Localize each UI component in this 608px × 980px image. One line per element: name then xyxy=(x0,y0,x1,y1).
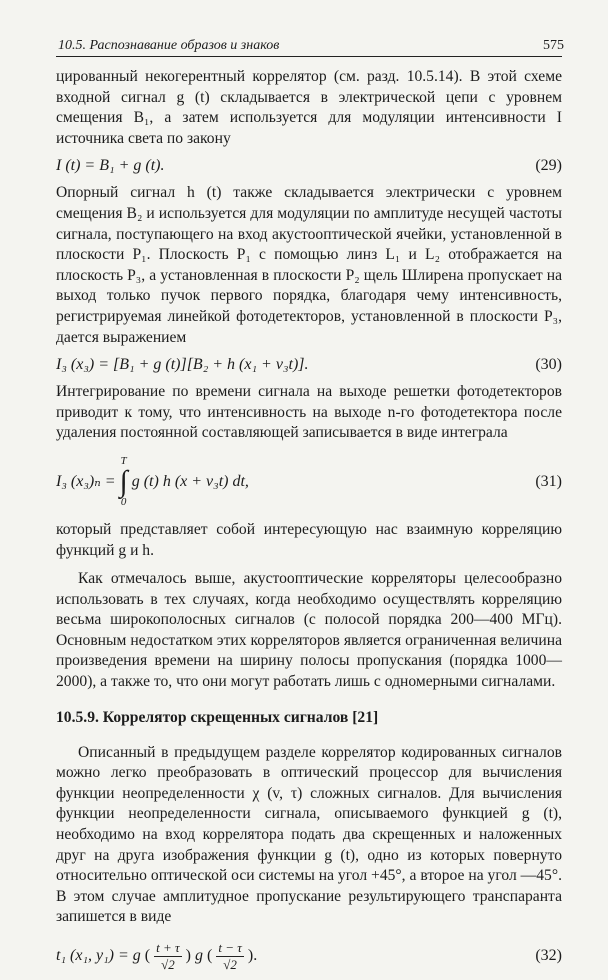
equation-31-lhs: I₃ (x₃)ₙ = xyxy=(56,472,116,490)
equation-32: t₁ (x₁, y₁) = g ( $\frac{t + \tau}{√2}$ ) g ( $\frac{t - \tau}{√2}$ ). (32) xyxy=(56,932,562,980)
page-number: 575 xyxy=(543,38,564,53)
fraction-1-numerator: t + τ xyxy=(156,939,180,955)
section-number: 10.5.9. xyxy=(56,708,99,726)
equation-31-number: (31) xyxy=(535,472,562,490)
fraction-2-numerator: t − τ xyxy=(218,939,242,955)
paragraph: цированный некогерентный коррелятор (см. разд. 10.5.14). В этой схеме входной сигнал g (t) складывается в электрической цепи с уровнем смещения B₁, а затем используется для модуляции интенсивности I источника света по закону xyxy=(56,68,562,147)
paragraph: Описанный в предыдущем разделе коррелятор кодированных сигналов можно легко преобразовать в оптический процессор для вычисления функции неопределенности χ (v, τ) сложных сигналов. Для вычисления функции неопределенности сигнала, описываемого функцией g (t), необходимо на вход коррелятора подать два скрещенных и наложенных друг на друга изображения функции g (t), одно из которых повернуто относительно оптической оси системы на угол +45°, а второе на угол —45°. В этом случае амплитудное пропускание результирующего транспаранта запишется в виде xyxy=(56,743,562,926)
equation-29 xyxy=(56,153,562,179)
equation-29-number: (29) xyxy=(535,157,562,175)
integral-symbol-icon: ∫ xyxy=(119,465,128,499)
integral-upper-limit: T xyxy=(120,455,127,468)
equation-32-lhs: t₁ (x₁, y₁) = g xyxy=(56,947,141,964)
paragraph: который представляет собой интересующую нас взаимную корреляцию функций g и h. xyxy=(56,520,562,559)
running-header xyxy=(56,34,562,57)
section-heading xyxy=(56,709,562,727)
equation-31-integrand: g (t) h (x + v₃t) dt, xyxy=(131,472,249,490)
integral-sign xyxy=(120,456,128,508)
header-section-title: 10.5. Распознавание образов и знаков xyxy=(58,38,280,53)
paragraph: Опорный сигнал h (t) также складывается электрически с уровнем смещения B₂ и используется для модуляции по амплитуде несущей частоты сигнала, поступающего на вход акустооптической ячейки, установленной в плоскости P₁. Плоскость P₁ с помощью линз L₁ и L₂ отображается на плоскость P₃, а установленная в плоскости P₂ щель Шлирена пропускает на выход только пучок первого порядка, благодаря чему интенсивность, регистрируемая линейкой фотодетекторов, установленной в плоскости P₃, дается выражением xyxy=(56,184,562,346)
paragraph: Интегрирование по времени сигнала на выходе решетки фотодетекторов приводит к тому, что интенсивность на выходе n-го фотодетектора после удаления постоянной составляющей записывается в виде интеграла xyxy=(56,383,562,442)
paragraph: Как отмечалось выше, акустооптические корреляторы целесообразно использовать в тех случаях, когда необходимо осуществлять корреляцию весьма широкополосных сигналов (с полосой порядка 200—400 МГц). Основным недостатком этих корреляторов является ограниченная величина произведения времени на ширину полосы пропускания (порядка 1000—2000), а также то, что они могут работать лишь с одномерными сигналами. xyxy=(56,570,562,691)
fraction-2-denominator: √2 xyxy=(223,956,237,972)
integral-lower-limit: 0 xyxy=(120,496,127,509)
equation-32-mid: g xyxy=(195,947,203,964)
equation-32-number: (32) xyxy=(535,947,562,964)
fraction-1-denominator: √2 xyxy=(161,956,175,972)
equation-30-body: I₃ (x₃) = [B₁ + g (t)][B₂ + h (x₁ + v₃t)]. xyxy=(56,356,309,374)
equation-30 xyxy=(56,352,562,378)
equation-31 xyxy=(56,444,562,520)
equation-29-body: I (t) = B₁ + g (t). xyxy=(56,157,165,175)
page xyxy=(56,34,562,980)
section-title: Коррелятор скрещенных сигналов [21] xyxy=(102,708,379,726)
equation-30-number: (30) xyxy=(535,356,562,374)
